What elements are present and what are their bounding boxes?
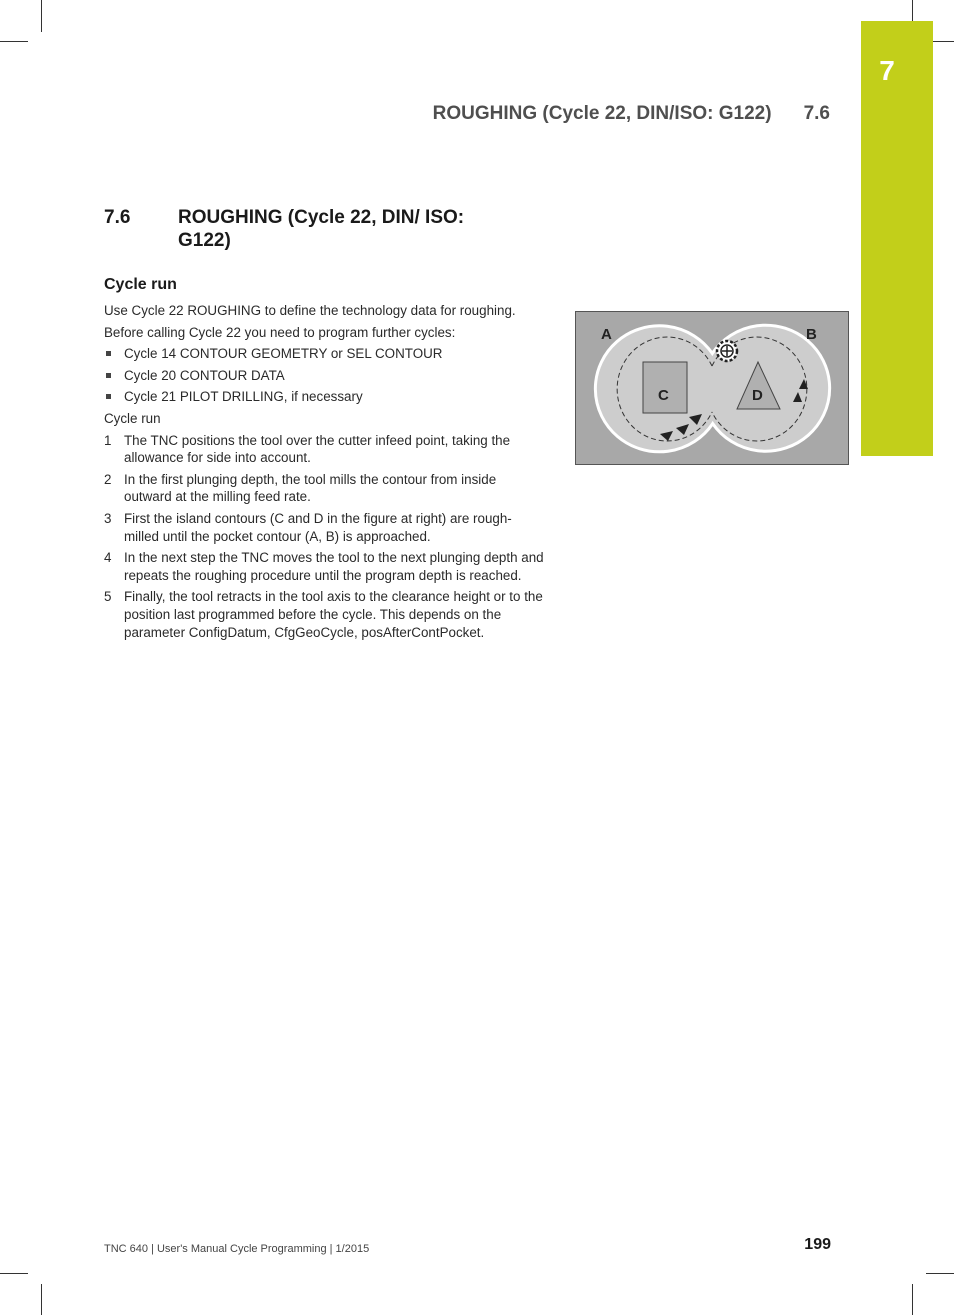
bullet-square-icon	[106, 351, 111, 356]
step-number: 5	[104, 589, 112, 605]
step-text: In the next step the TNC moves the tool to the next plunging depth and repeats the roughing procedure until the program depth is reached.	[124, 550, 544, 583]
list-item	[104, 388, 544, 406]
running-header	[433, 103, 830, 125]
step-item	[104, 549, 544, 584]
bullet-square-icon	[106, 373, 111, 378]
list-item-text: Cycle 21 PILOT DRILLING, if necessary	[124, 389, 363, 405]
section-heading	[104, 206, 544, 252]
roughing-figure	[575, 311, 849, 465]
list-item-text: Cycle 14 CONTOUR GEOMETRY or SEL CONTOUR	[124, 346, 443, 362]
list-item	[104, 367, 544, 385]
list-item-text: Cycle 20 CONTOUR DATA	[124, 367, 285, 383]
running-header-section: 7.6	[803, 103, 830, 124]
step-number: 3	[104, 510, 112, 526]
step-text: In the first plunging depth, the tool mills the contour from inside outward at the milling feed rate.	[124, 471, 497, 505]
subheading-cycle-run: Cycle run	[104, 276, 177, 293]
crop-mark	[926, 1273, 954, 1274]
step-number: 4	[104, 550, 112, 566]
roughing-diagram	[575, 311, 849, 465]
prereq-list	[104, 345, 544, 406]
chapter-tab	[861, 21, 933, 456]
body-content	[104, 302, 544, 645]
running-header-title: ROUGHING (Cycle 22, DIN/ISO: G122)	[432, 103, 772, 124]
step-number: 1	[104, 432, 112, 448]
step-item	[104, 510, 544, 545]
step-item	[104, 432, 544, 467]
label-b: B	[806, 326, 817, 343]
crop-mark	[912, 0, 913, 22]
paragraph-cycle-run: Cycle run	[104, 410, 161, 426]
milling-cutter-icon	[717, 341, 737, 361]
crop-mark	[41, 0, 42, 32]
label-d: D	[752, 387, 763, 404]
steps-list	[104, 432, 544, 642]
page-number: 199	[804, 1236, 831, 1253]
step-number: 2	[104, 471, 112, 487]
crop-mark	[912, 1284, 913, 1315]
paragraph-intro: Use Cycle 22 ROUGHING to define the technology data for roughing.	[104, 303, 516, 318]
label-c: C	[658, 387, 669, 404]
crop-mark	[0, 41, 28, 42]
step-item	[104, 588, 544, 641]
crop-mark	[41, 1284, 42, 1315]
list-item	[104, 345, 544, 363]
chapter-number: 7	[879, 55, 895, 86]
crop-mark	[0, 1273, 28, 1274]
footer-text: TNC 640 | User's Manual Cycle Programming | 1/2015	[104, 1243, 370, 1255]
step-text: The TNC positions the tool over the cutter infeed point, taking the allowance for side into account.	[124, 432, 511, 466]
section-title: ROUGHING (Cycle 22, DIN/ ISO: G122)	[178, 207, 465, 251]
step-item	[104, 471, 544, 506]
paragraph-prereq: Before calling Cycle 22 you need to program further cycles:	[104, 324, 456, 340]
bullet-square-icon	[106, 394, 111, 399]
step-text: Finally, the tool retracts in the tool axis to the clearance height or to the position last programmed before the cycle. This depends on the parameter ConfigDatum, CfgGeoCycle, posAfterContPocket.	[124, 589, 543, 640]
label-a: A	[601, 326, 612, 343]
section-number: 7.6	[104, 207, 131, 228]
step-text: First the island contours (C and D in the figure at right) are rough-milled until the pocket contour (A, B) is approached.	[124, 510, 512, 544]
